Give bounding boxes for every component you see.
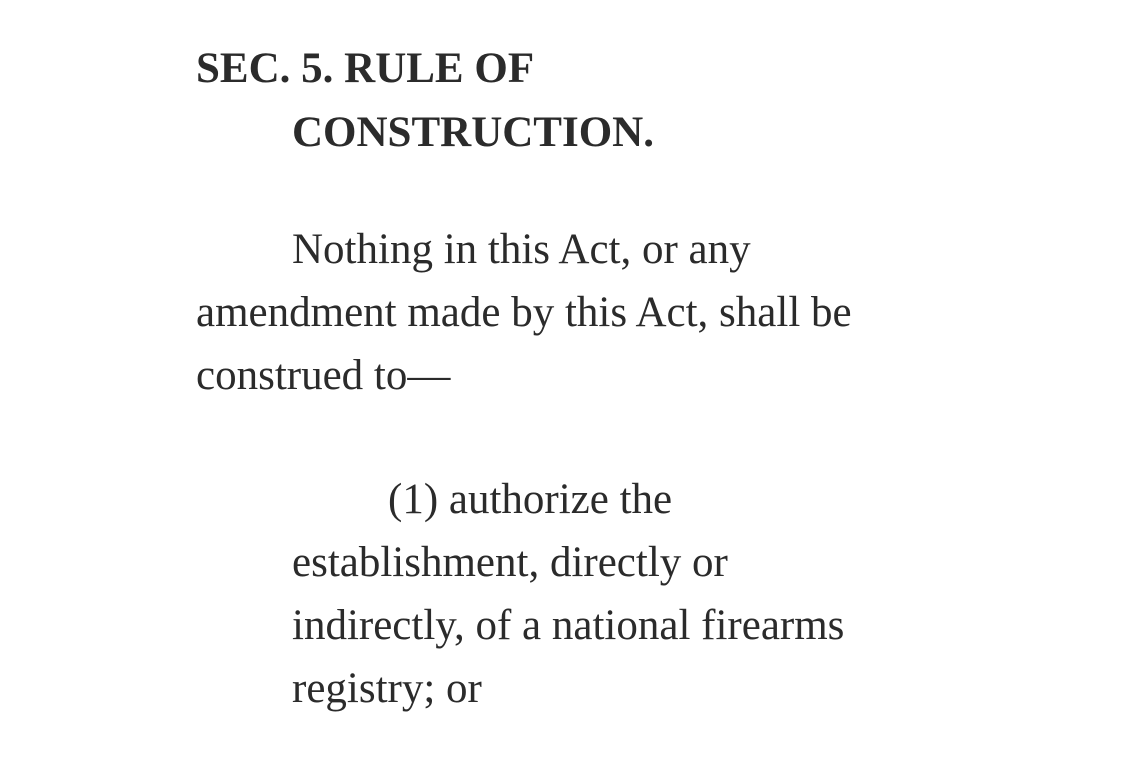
clause-1-paragraph [292, 468, 932, 720]
clause-line: indirectly, of a national firearms [292, 602, 845, 649]
clause-line: establishment, directly or [292, 539, 728, 586]
body-line: construed to— [196, 352, 451, 399]
body-line: amendment made by this Act, shall be [196, 289, 852, 336]
section-heading [196, 37, 896, 165]
section-body-paragraph [196, 218, 956, 407]
body-line: Nothing in this Act, or any [292, 226, 751, 273]
section-heading-line-1: SEC. 5. RULE OF [196, 45, 535, 92]
section-heading-line-2: CONSTRUCTION. [292, 109, 654, 156]
clause-line: registry; or [292, 665, 482, 712]
clause-line: (1) authorize the [388, 476, 673, 523]
